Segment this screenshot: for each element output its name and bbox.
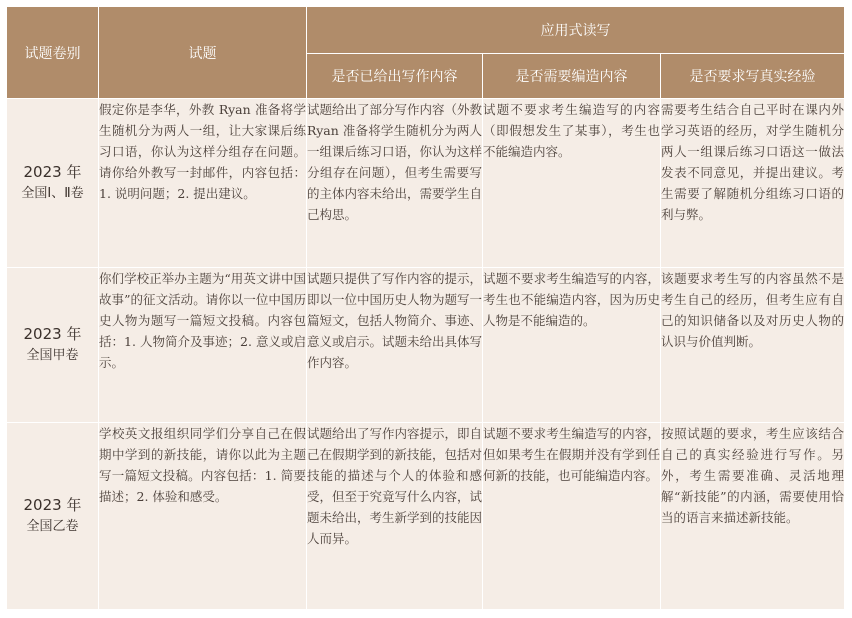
paper-label: 全国Ⅰ、Ⅱ卷 (21, 186, 84, 201)
year-label: 2023 年 (23, 325, 82, 343)
paper-cell (7, 423, 99, 610)
header-content-given: 是否已给出写作内容 (307, 54, 483, 99)
invent-text: 试题不要求考生编造写的内容，考生也不能编造内容，因为历史人物是不能编造的。 (483, 271, 660, 328)
question-text: 学校英文报组织同学们分享自己在假期中学到的新技能，请你以此为主题写一篇短文投稿。内容包括：1. 简要描述；2. 体验和感受。 (99, 426, 306, 504)
exam-comparison-table (6, 6, 845, 610)
real-text: 按照试题的要求，考生应该结合自己的真实经验进行写作。另外，考生需要准确、灵活地理解“新技能”的内涵，需要使用恰当的语言来描述新技能。 (661, 426, 845, 525)
header-invent-content: 是否需要编造内容 (483, 54, 661, 99)
invent-text: 试题不要求考生编造写的内容，但如果考生在假期并没有学到任何新的技能，也可能编造内容。 (483, 426, 660, 483)
question-cell (99, 423, 307, 610)
year-label: 2023 年 (23, 496, 82, 514)
paper-cell (7, 268, 99, 423)
question-cell (99, 268, 307, 423)
paper-label: 全国乙卷 (26, 519, 79, 534)
table-header (7, 7, 845, 99)
real-cell (661, 268, 845, 423)
question-cell (99, 99, 307, 268)
table-row (7, 423, 845, 610)
given-text: 试题只提供了写作内容的提示，即以一位中国历史人物为题写一篇短文，包括人物简介、事迹、意义或启示。试题未给出具体写作内容。 (307, 271, 483, 370)
invent-cell (483, 268, 661, 423)
invent-cell (483, 423, 661, 610)
year-label: 2023 年 (23, 163, 82, 181)
invent-cell (483, 99, 661, 268)
table-row (7, 268, 845, 423)
paper-label: 全国甲卷 (26, 348, 79, 363)
header-group-applied-writing: 应用式读写 (307, 7, 845, 54)
given-text: 试题给出了写作内容提示，即自己在假期学到的新技能，包括对技能的描述与个人的体验和感受，但至于究竟写什么内容，试题未给出，考生新学到的技能因人而异。 (307, 426, 483, 546)
given-cell (307, 423, 483, 610)
paper-cell (7, 99, 99, 268)
given-cell (307, 268, 483, 423)
table-row (7, 99, 845, 268)
real-cell (661, 423, 845, 610)
question-text: 你们学校正举办主题为“用英文讲中国故事”的征文活动。请你以一位中国历史人物为题写一篇短文投稿。内容包括：1. 人物简介及事迹；2. 意义或启示。 (99, 271, 306, 370)
real-text: 需要考生结合自己平时在课内外学习英语的经历，对学生随机分两人一组课后练习口语这一做法发表不同意见，并提出建议。考生需要了解随机分组练习口语的利与弊。 (661, 102, 845, 222)
header-real-experience: 是否要求写真实经验 (661, 54, 845, 99)
header-question: 试题 (99, 7, 307, 99)
given-cell (307, 99, 483, 268)
top-divider (255, 0, 644, 6)
given-text: 试题给出了部分写作内容（外教 Ryan 准备将学生随机分为两人一组课后练习口语，你认为这样分组存在问题），但考生需要写的主体内容未给出，需要学生自己构思。 (307, 102, 483, 222)
comparison-table-panel (6, 6, 844, 610)
real-text: 该题要求考生写的内容虽然不是考生自己的经历，但考生应有自己的知识储备以及对历史人物的认识与价值判断。 (661, 271, 845, 349)
invent-text: 试题不要求考生编造写的内容（即假想发生了某事），考生也不能编造内容。 (483, 102, 660, 159)
question-text: 假定你是李华，外教 Ryan 准备将学生随机分为两人一组，让大家课后练习口语，你认为这样分组存在问题。请你给外教写一封邮件，内容包括：1. 说明问题；2. 提出建议。 (99, 102, 306, 201)
header-exam-type: 试题卷别 (7, 7, 99, 99)
real-cell (661, 99, 845, 268)
